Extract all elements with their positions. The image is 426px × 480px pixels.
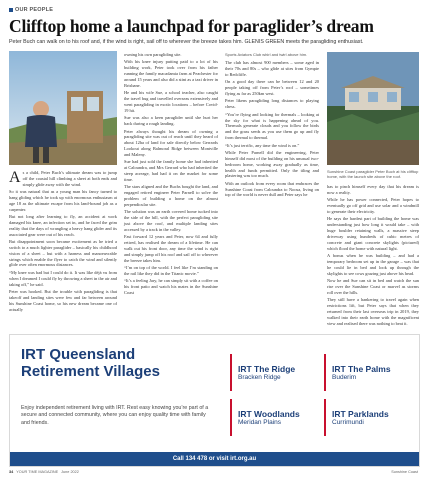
skylight-photo <box>327 52 419 165</box>
paragraph: They still have a hankering to travel again when restrictions lift, but Peter says that when they returned from their last overseas trip in 2019, they walked into their earth home with the magnificent view and realised there was nothing to beat it. <box>327 297 419 326</box>
paragraph: “You’re flying and looking for thermals – looking at the sky for what is happening ahead of you. Thermals generate clouds and you follow the birds and the grass seeds as you use them go up and fly from thermal to thermal. <box>225 111 319 141</box>
article-column-3 <box>225 52 319 200</box>
square-icon <box>9 8 13 12</box>
village-list <box>230 354 412 436</box>
section-label <box>9 7 53 13</box>
article-column-2 <box>124 52 218 297</box>
paragraph: A bonus when he was building – and had a temporary bedroom set up in the garage – was that he could lie in bed and look up through the skylights to see cows grazing just above his head. <box>327 253 419 276</box>
irt-advertisement[interactable] <box>9 334 420 467</box>
page-footer <box>9 470 418 474</box>
paragraph: But not long after learning to fly, an accident at work damaged his knee, an infection set in, and he faced the grim reality that the days of wrangling a heavy hang glider and its associated gear were out of his reach. <box>9 214 117 237</box>
village-item: IRT Parklands Currimundi <box>324 399 412 436</box>
paragraph: Now he and Sue can sit in bed and watch the sun rise over the Sunshine Coast or marvel as storms roll over the hills. <box>327 278 419 295</box>
paragraph: has to pinch himself every day that his dream is now a reality. <box>327 184 419 195</box>
standfirst: Peter Buch can walk on to his roof and, if the wind is right, sail off to wherever the breeze takes him. GLENIS GREEN meets the paragliding enthusiast. <box>9 39 364 45</box>
paragraph: Sue had just sold the family home she had inherited at Caloundra, and Mrs Gerrard who had inherited the steep acreage, had had it on the market for some time. <box>124 159 218 182</box>
headline: Clifftop home a launchpad for paraglider’s dream <box>9 16 374 36</box>
photo-caption: Sports Aviators Club whirl and twirl above him. <box>225 52 308 57</box>
ad-title: IRT Queensland Retirement Villages <box>21 346 160 380</box>
paragraph: While he has power connected, Peter hopes to eventually go off grid and use solar and a windmill to generate their electricity. <box>327 197 419 214</box>
ad-call-to-action[interactable]: Call 134 478 or visit irt.org.au <box>10 452 419 466</box>
paragraph: “I’m on top of the world. I feel like I’m standing on the rail like they did in the Titanic movie.” <box>124 265 218 276</box>
paragraph: He and his wife Sue, a school teacher, also caught the travel bug and travelled overseas extensively and went paragliding in exotic locations – before Covid-19 hit. <box>124 90 218 113</box>
issue-date: June 2022 <box>61 470 79 474</box>
paragraph: Peter always thought his dream of owning a paragliding site was out of reach until they heard of about 12ha of land for sale directly below Gerrards Lookout along Balmoral Ridge between Montville and Maleny. <box>124 128 218 157</box>
paragraph: “My knee was bad but I could do it. It was like déjà vu from when I dreamed I could fly by throwing a sheet in the air and taking off,” he said. <box>9 269 117 287</box>
paragraph: owning his own paragliding site. <box>124 52 182 57</box>
page-number: 34 <box>9 470 14 474</box>
column-4-text <box>327 184 419 328</box>
article-column-1 <box>9 170 117 314</box>
paragraph: On a good day there can be between 12 and 20 people taking off from Peter’s roof – sometimes flying as far as 250km west. <box>225 79 319 97</box>
paragraph: So it was natural that as a young man his fancy turned to hang gliding which he took up with enormous enthusiasm at age 18 as the ultimate escape from his land-bound job as a carpenter. <box>9 189 117 212</box>
paragraph: But disappointment soon became excitement as he tried a switch to a much lighter paraglider – basically his childhood vision of a sheet – but with a harness and manoeuvrable strings which enable the flyer to catch the wind and silently glide over often enormous distances. <box>9 239 117 268</box>
ad-body-text: Enjoy independent retirement living with IRT. Rest easy knowing you’re part of a secure and connected community, where you can enjoy quality time with family and friends. <box>21 405 209 426</box>
paragraph: With an outlook from every room that embraces the Sunshine Coast from Caloundra to Noosa, living on top of the world is never dull and Peter says he <box>225 180 319 198</box>
dropcap: A <box>9 169 21 186</box>
paragraph: Sue was also a keen paraglider until she hurt her back during a rough landing. <box>124 115 218 127</box>
paragraph: Peter likens paragliding long distances to playing chess. <box>225 98 319 110</box>
section-label-text: OUR PEOPLE <box>15 7 54 13</box>
paragraph: As a child, Peter Buch’s ultimate dream was to jump off the coastal hill climbing a sheet at both ends and simply glide away with the wind. <box>9 169 117 187</box>
skylight-photo-illustration <box>327 52 419 165</box>
paragraph: The club has almost 900 members – some aged in their 70s and 80s – who glide at sites from Gympie to Redcliffe. <box>225 60 319 77</box>
village-item: IRT The Ridge Bracken Ridge <box>230 354 318 391</box>
paragraph: “It’s just terrific, any time the wind is on.” <box>225 142 300 148</box>
paragraph: The solution was an earth covered home tucked into the side of the hill, with the perfect paragliding site just above the roof, and multiple landing sites accessed by a track in the valley. <box>124 209 218 232</box>
photo-caption: Sunshine Coast paraglider Peter Buch at his clifftop home, with the launch site above the roof. <box>327 169 419 180</box>
village-item: IRT Woodlands Meridan Plains <box>230 399 318 436</box>
paragraph: “It’s a feeling Jary, he can simply sit with a coffee on his front patio and watch his mates in the Sunshine Coast <box>124 278 218 295</box>
paragraph: Peter was hooked. But the trouble with paragliding is that takeoff and landing sites were few and far between around his Sunshine Coast home, so his new dream became one of actually <box>9 289 117 312</box>
paragraph: With his knee injury putting paid to a lot of his building work, Peter took over from his father running the family macadamia farm at Peachester for around 15 years and also did a stint as a taxi driver in Brisbane. <box>124 59 218 88</box>
main-photo <box>9 51 117 165</box>
publication-name: YOUR TIME MAGAZINE <box>16 470 59 474</box>
region-label: Sunshine Coast <box>391 470 418 474</box>
main-photo-illustration <box>9 51 117 165</box>
paragraph: He says the hardest part of building the home was understanding just how long it would take – with huge boulder retaining walls, a massive steep driveway using hundreds of cubic metres of concrete and giant concrete skylights (pictured) which flood the home with natural light. <box>327 216 419 251</box>
paragraph: The stars aligned and the Buchs bought the land, and engaged retired engineer Peter Parnell to solve the problem of building a home on the almost perpendicular site. <box>124 184 218 207</box>
village-item: IRT The Palms Buderim <box>324 354 412 391</box>
paragraph: While Peter Parnell did the engineering, Peter himself did most of the building on his unusual two-bedroom home, working away gradually as time, health and funds permitted. Only the tiling and plastering was too much. <box>225 149 319 179</box>
paragraph: Fast forward 12 years and Peter, now 64 and fully retired, has realised the dream of a lifetime. He can walk out his front door, any time the wind is right and simply jump off his roof and sail off to wherever the breeze takes him. <box>124 234 218 263</box>
